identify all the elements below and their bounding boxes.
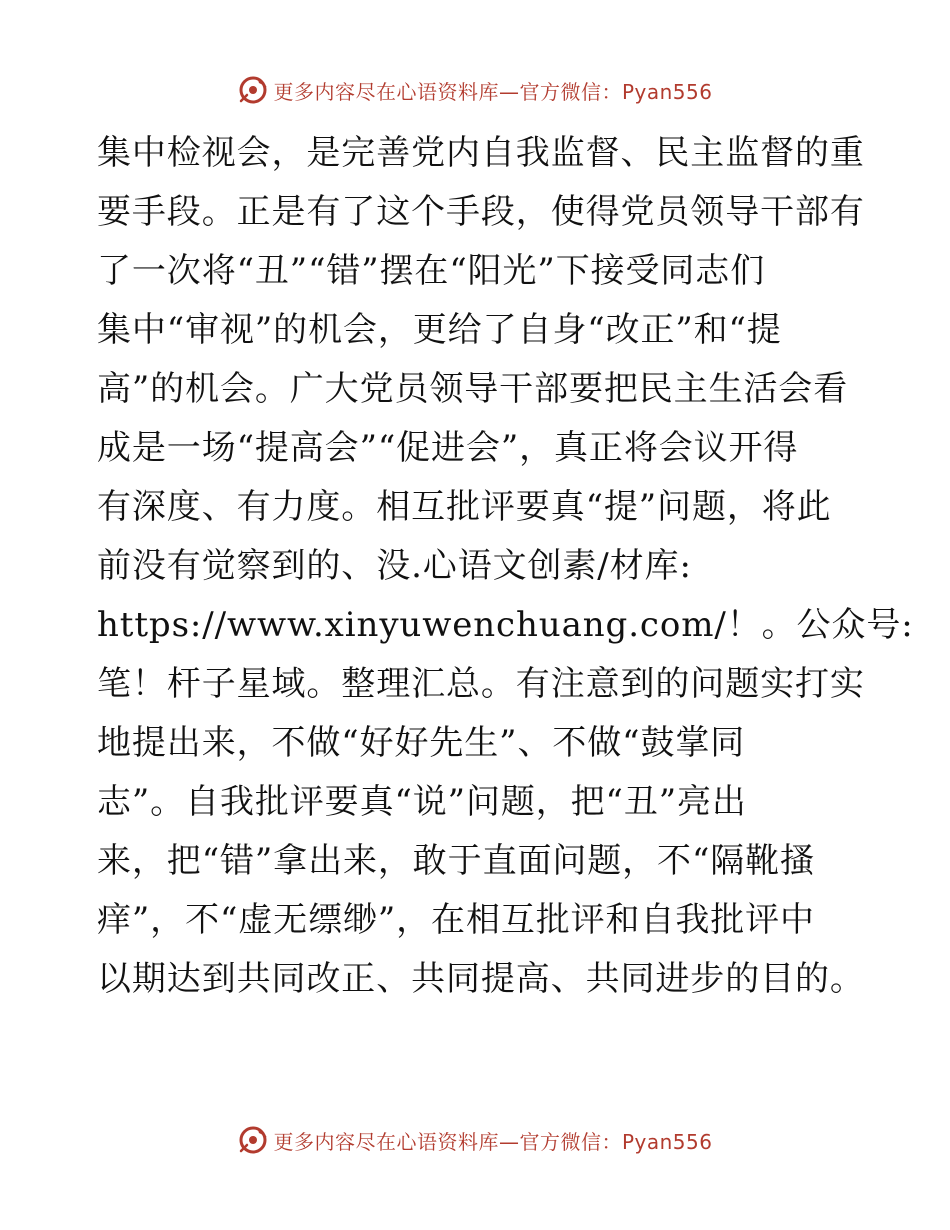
footer-banner-text: 更多内容尽在心语资料库—官方微信：Pyan556	[273, 1129, 713, 1154]
text-line-url[interactable]: https://www.xinyuwenchuang.com/！。公众号:	[97, 605, 914, 645]
text-line: 高”的机会。广大党员领导干部要把民主生活会看	[97, 369, 849, 409]
text-line: 以期达到共同改正、共同提高、共同进步的目的。	[97, 959, 865, 999]
text-line: 有深度、有力度。相互批评要真“提”问题，将此	[97, 487, 832, 527]
pen-logo-icon	[237, 74, 269, 106]
header-banner	[0, 70, 950, 110]
text-line: 痒”，不“虚无缥缈”，在相互批评和自我批评中	[97, 900, 815, 940]
document-body	[97, 124, 914, 1009]
text-line: 集中检视会，是完善党内自我监督、民主监督的重	[97, 133, 865, 173]
text-line: 地提出来，不做“好好先生”、不做“鼓掌同	[97, 723, 746, 763]
text-line: 成是一场“提高会”“促进会”，真正将会议开得	[97, 428, 799, 468]
header-banner-text: 更多内容尽在心语资料库—官方微信：Pyan556	[273, 79, 713, 104]
text-line: 集中“审视”的机会，更给了自身“改正”和“提	[97, 310, 782, 350]
text-line: 笔！杆子星域。整理汇总。有注意到的问题实打实	[97, 664, 865, 704]
text-line: 要手段。正是有了这个手段，使得党员领导干部有	[97, 192, 865, 232]
text-line: 志”。自我批评要真“说”问题，把“丑”亮出	[97, 782, 747, 822]
text-line: 来，把“错”拿出来，敢于直面问题，不“隔靴搔	[97, 841, 815, 881]
text-line: 了一次将“丑”“错”摆在“阳光”下接受同志们	[97, 251, 766, 291]
footer-banner	[0, 1120, 950, 1160]
pen-logo-icon	[237, 1124, 269, 1156]
text-line: 前没有觉察到的、没.心语文创素/材库:	[97, 546, 692, 586]
